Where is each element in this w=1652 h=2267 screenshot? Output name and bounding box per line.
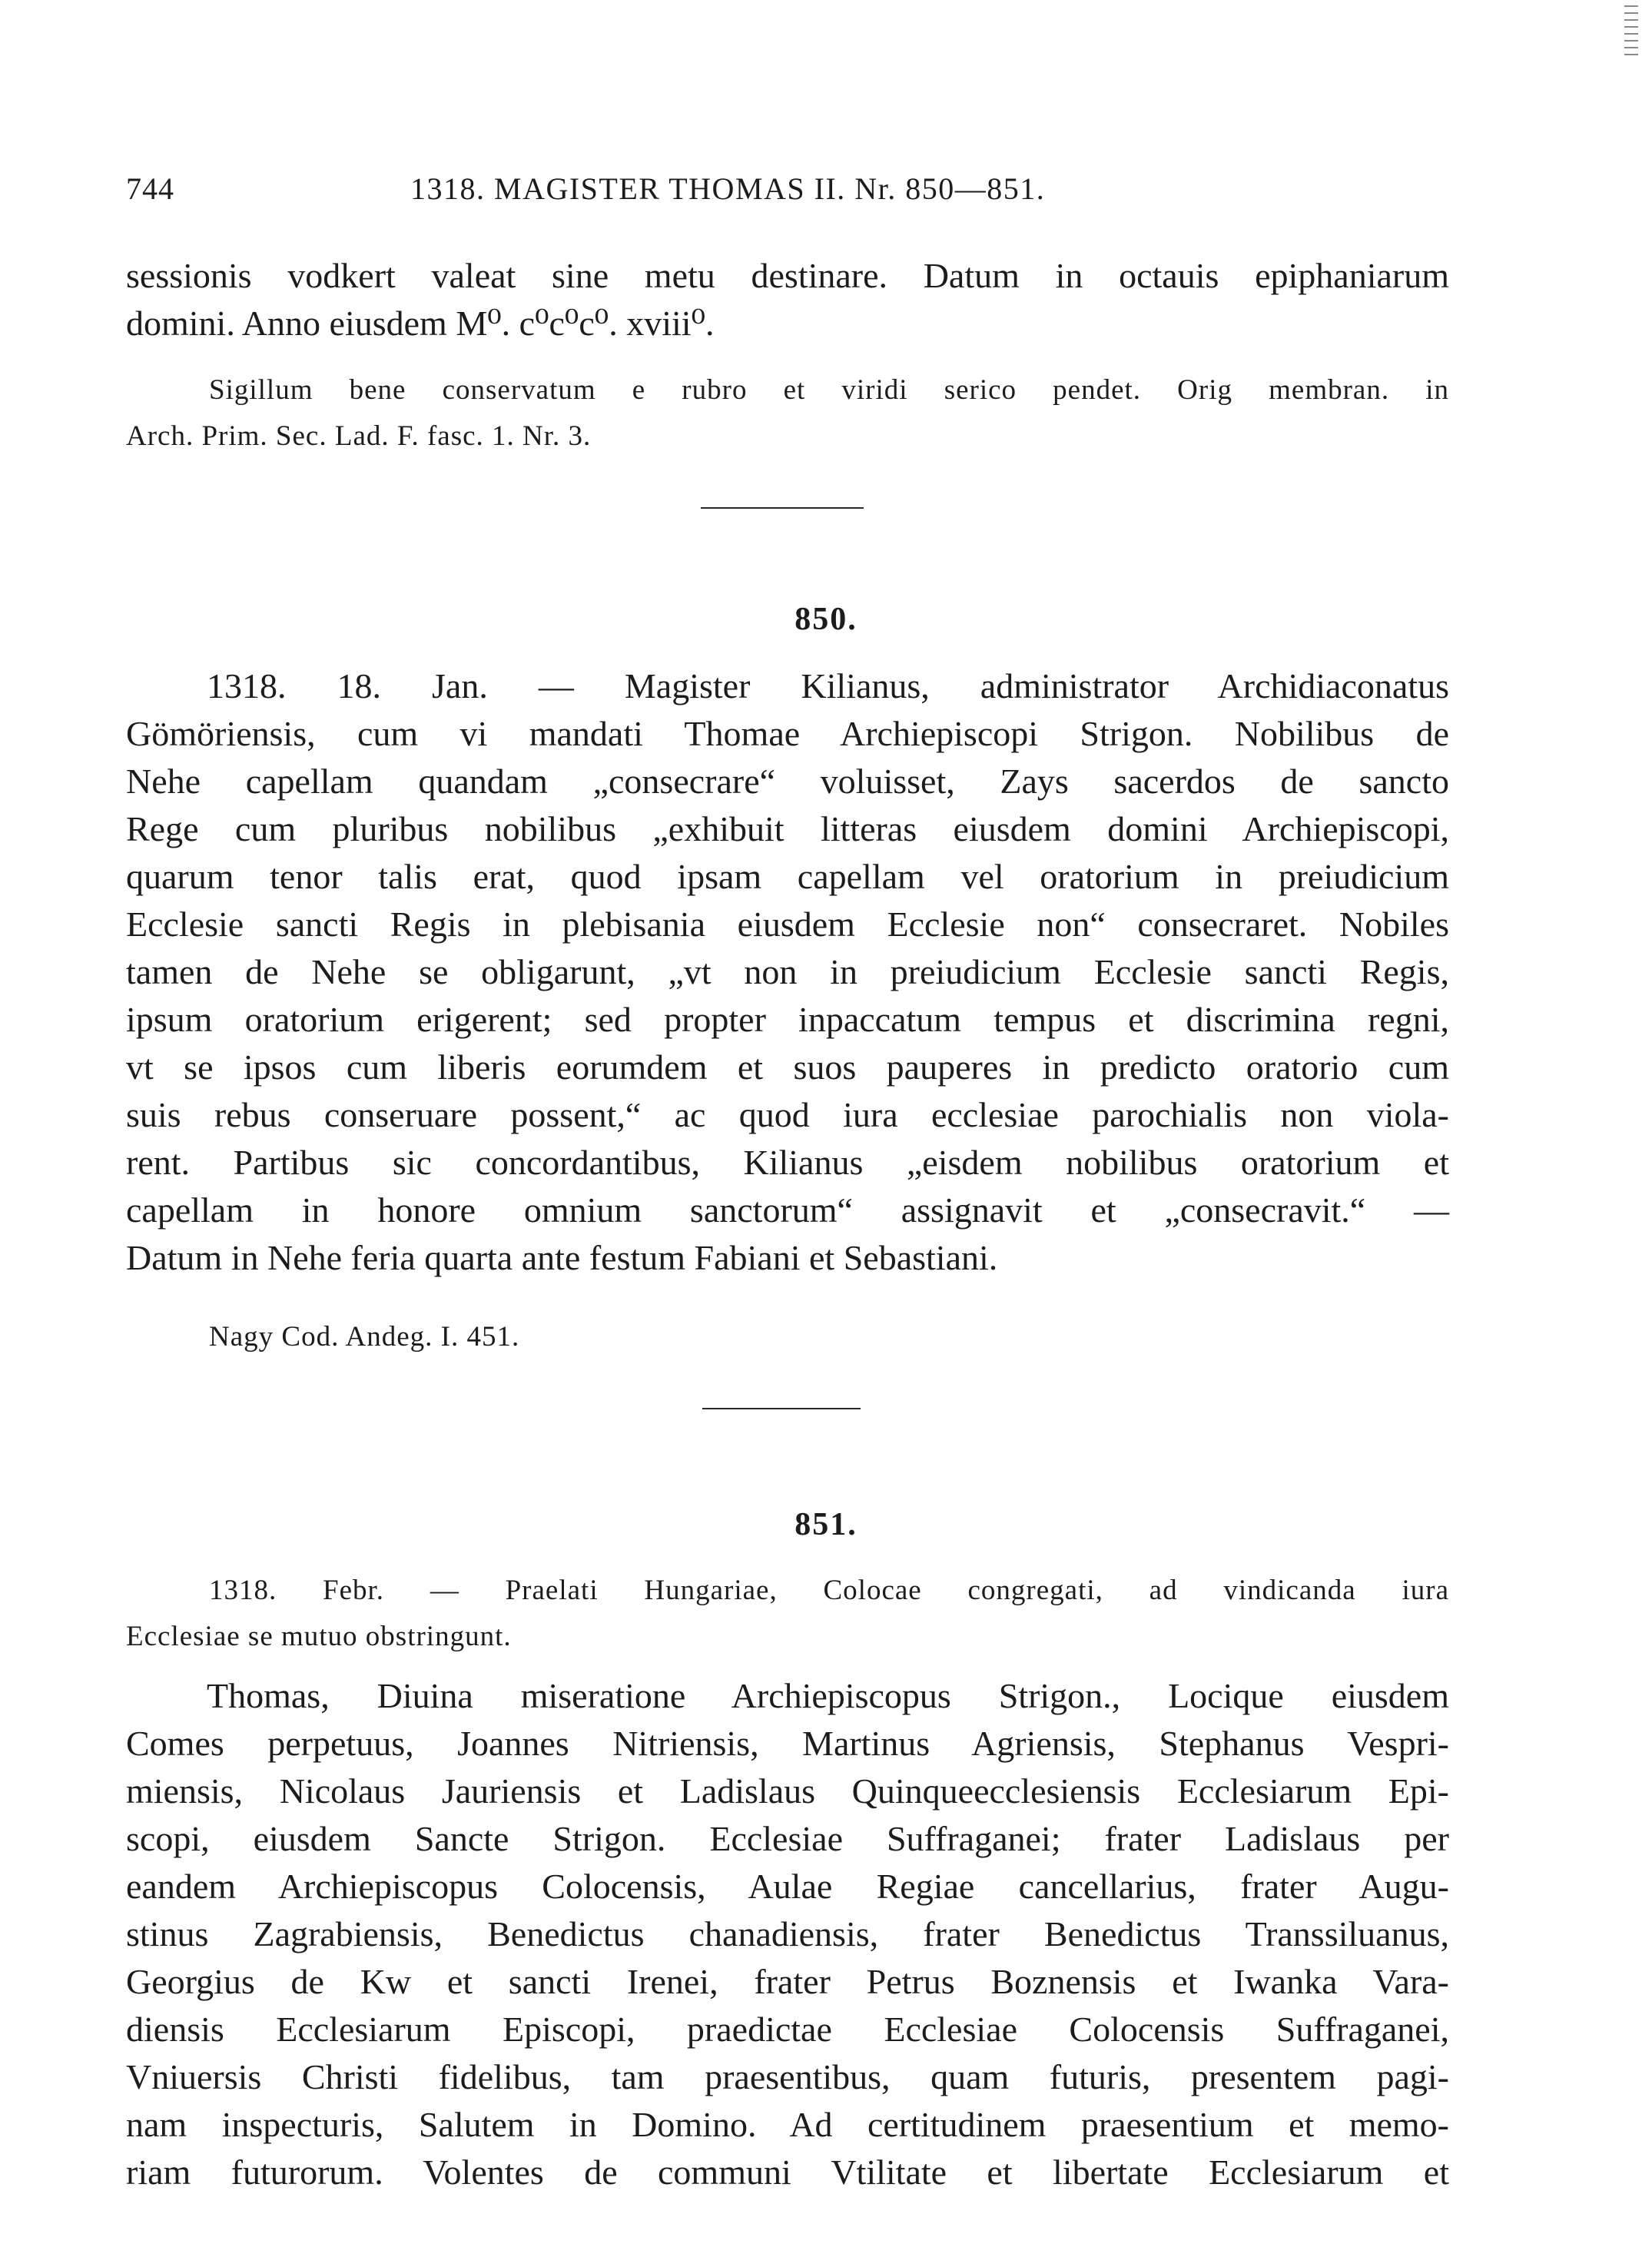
- text-line: tamen de Nehe se obligarunt, „vt non in preiudicium Ecclesie sancti Regis,: [126, 952, 1449, 991]
- text-line: 1318. 18. Jan. — Magister Kilianus, administrator Archidiaconatus: [207, 666, 1449, 705]
- text-line: stinus Zagrabiensis, Benedictus chanadiensis, frater Benedictus Transsiluanus,: [126, 1914, 1449, 1953]
- text-line: quarum tenor talis erat, quod ipsam capellam vel oratorium in preiudicium: [126, 857, 1449, 896]
- text-line: miensis, Nicolaus Jauriensis et Ladislaus Quinqueecclesiensis Ecclesiarum Epi-: [126, 1771, 1449, 1811]
- text-line: suis rebus conseruare possent,“ ac quod iura ecclesiae parochialis non viola-: [126, 1095, 1449, 1134]
- summary-line: Ecclesiae se mutuo obstringunt.: [126, 1621, 512, 1652]
- text-line: Thomas, Diuina miseratione Archiepiscopus Strigon., Locique eiusdem: [207, 1676, 1449, 1715]
- text-line: nam inspecturis, Salutem in Domino. Ad certitudinem praesentium et memo-: [126, 2105, 1449, 2144]
- text-line: domini. Anno eiusdem M⁰. c⁰c⁰c⁰. xviii⁰.: [126, 304, 715, 343]
- text-line: sessionis vodkert valeat sine metu destinare. Datum in octauis epiphaniarum: [126, 256, 1449, 295]
- document-851-text: [126, 1672, 1449, 2196]
- page-header: [126, 171, 1448, 217]
- document-850-source: [126, 1314, 1449, 1360]
- text-line: Ecclesie sancti Regis in plebisania eiusdem Ecclesie non“ consecraret. Nobiles: [126, 904, 1449, 944]
- text-line: Vniuersis Christi fidelibus, tam praesentibus, quam futuris, presentem pagi-: [126, 2057, 1449, 2096]
- section-divider: [701, 507, 864, 509]
- running-title: 1318. MAGISTER THOMAS II. Nr. 850—851.: [410, 171, 1046, 206]
- note-line: Sigillum bene conservatum e rubro et viridi serico pendet. Orig membran. in: [209, 374, 1449, 406]
- text-line: eandem Archiepiscopus Colocensis, Aulae Regiae cancellarius, frater Augu-: [126, 1867, 1449, 1906]
- text-line: ipsum oratorium erigerent; sed propter inpaccatum tempus et discrimina regni,: [126, 1000, 1449, 1039]
- page-number: 744: [126, 171, 174, 206]
- document-850-regest: [126, 662, 1449, 1282]
- text-line: Georgius de Kw et sancti Irenei, frater Petrus Boznensis et Iwanka Vara-: [126, 1962, 1449, 2001]
- archive-stamp-mark: [1621, 0, 1641, 123]
- text-line: capellam in honore omnium sanctorum“ assignavit et „consecravit.“ —: [126, 1190, 1449, 1230]
- summary-line: 1318. Febr. — Praelati Hungariae, Colocae congregati, ad vindicanda iura: [209, 1575, 1449, 1606]
- text-line: riam futurorum. Volentes de communi Vtilitate et libertate Ecclesiarum et: [126, 2152, 1449, 2192]
- text-line: Datum in Nehe feria quarta ante festum Fabiani et Sebastiani.: [126, 1238, 998, 1277]
- text-line: vt se ipsos cum liberis eorumdem et suos pauperes in predicto oratorio cum: [126, 1047, 1449, 1087]
- text-line: diensis Ecclesiarum Episcopi, praedictae Ecclesiae Colocensis Suffraganei,: [126, 2010, 1449, 2049]
- section-divider: [702, 1408, 861, 1409]
- text-line: Gömöriensis, cum vi mandati Thomae Archiepiscopi Strigon. Nobilibus de: [126, 714, 1449, 753]
- source-citation: Nagy Cod. Andeg. I. 451.: [209, 1321, 520, 1353]
- document-number-851: 851.: [794, 1507, 858, 1542]
- continuation-text: [126, 252, 1449, 347]
- document-851-summary: [126, 1568, 1449, 1660]
- document-number-850: 850.: [794, 602, 858, 637]
- text-line: scopi, eiusdem Sancte Strigon. Ecclesiae Suffraganei; frater Ladislaus per: [126, 1819, 1449, 1858]
- text-line: Rege cum pluribus nobilibus „exhibuit litteras eiusdem domini Archiepiscopi,: [126, 809, 1449, 848]
- text-line: Nehe capellam quandam „consecrare“ voluisset, Zays sacerdos de sancto: [126, 762, 1449, 801]
- note-line: Arch. Prim. Sec. Lad. F. fasc. 1. Nr. 3.: [126, 420, 592, 452]
- continuation-source-note: [126, 367, 1449, 460]
- text-line: Comes perpetuus, Joannes Nitriensis, Martinus Agriensis, Stephanus Vespri-: [126, 1724, 1449, 1763]
- text-line: rent. Partibus sic concordantibus, Kilianus „eisdem nobilibus oratorium et: [126, 1143, 1449, 1182]
